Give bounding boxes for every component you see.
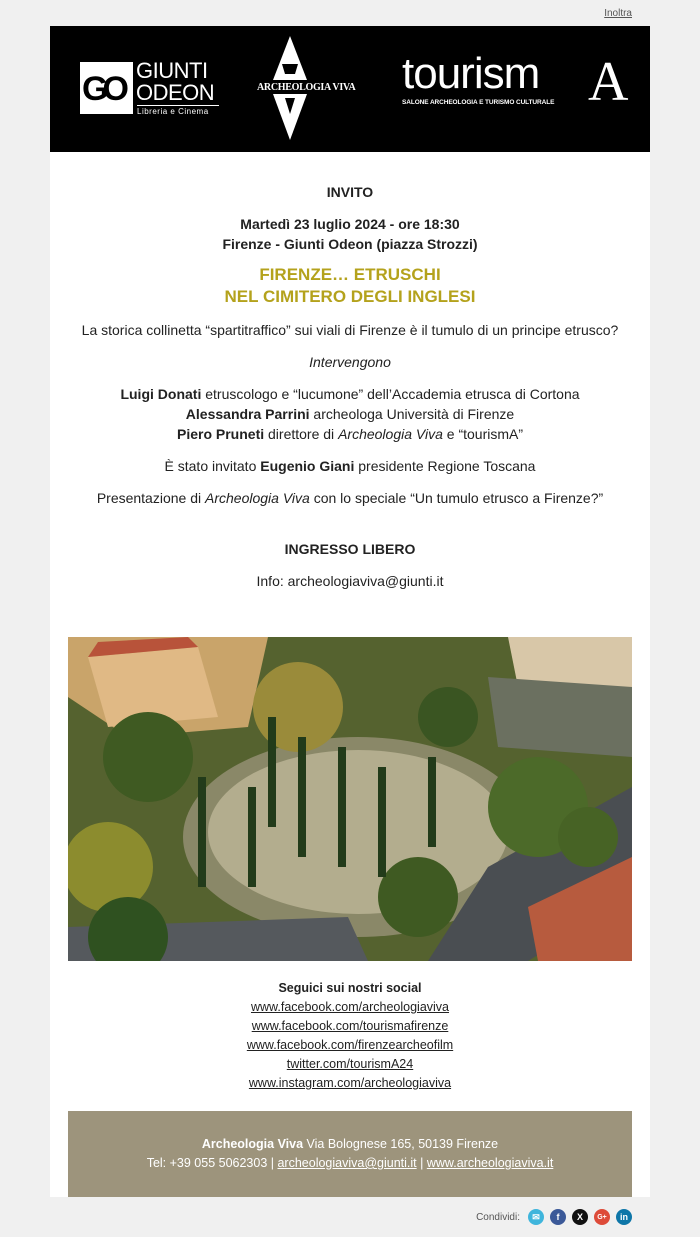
forward-link[interactable]: Inoltra — [604, 8, 632, 19]
top-bar — [0, 0, 700, 26]
share-x-icon[interactable]: X — [572, 1209, 588, 1225]
footer-address: Archeologia Viva Via Bolognese 165, 50139 Firenze — [201, 1137, 499, 1151]
facebook-tourismafirenze-link[interactable]: www.facebook.com/tourismafirenze — [251, 1019, 449, 1033]
invitation-body — [50, 182, 650, 591]
free-entry: INGRESSO LIBERO — [284, 541, 416, 557]
giunti-odeon-logo — [80, 58, 222, 116]
event-date: Martedì 23 luglio 2024 - ore 18:30 — [240, 216, 460, 232]
social-links — [50, 979, 650, 1093]
share-bar — [476, 1209, 632, 1225]
tourisma-logo: tourism A SALONE ARCHEOLOGIA E TURISMO CULTURALE — [402, 49, 629, 113]
share-linkedin-icon[interactable]: in — [616, 1209, 632, 1225]
share-google-plus-icon[interactable]: G+ — [594, 1209, 610, 1225]
twitter-tourisma24-link[interactable]: twitter.com/tourismA24 — [286, 1057, 414, 1071]
event-question: La storica collinetta “spartitraffico” sui viali di Firenze è il tumulo di un principe etrusco? — [81, 322, 619, 338]
speakers-label: Intervengono — [309, 354, 391, 370]
facebook-firenzearcheofilm-link[interactable]: www.facebook.com/firenzearcheofilm — [246, 1038, 454, 1052]
footer-website-link[interactable]: www.archeologiaviva.it — [426, 1156, 554, 1170]
instagram-archeologiaviva-link[interactable]: www.instagram.com/archeologiaviva — [248, 1076, 452, 1090]
speaker-3: Piero Pruneti direttore di Archeologia Viva e “tourismA” — [176, 426, 523, 442]
event-title-line2: NEL CIMITERO DEGLI INGLESI — [224, 287, 476, 306]
giunti-odeon-wordmark: GIUNTI ODEON — [136, 58, 215, 105]
cemetery-aerial-photo — [68, 637, 632, 961]
info-email: Info: archeologiaviva@giunti.it — [256, 573, 444, 589]
footer-contacts: Tel: +39 055 5062303 | archeologiaviva@giunti.it | www.archeologiaviva.it — [146, 1156, 554, 1170]
footer-email-link[interactable]: archeologiaviva@giunti.it — [277, 1156, 417, 1170]
event-place: Firenze - Giunti Odeon (piazza Strozzi) — [222, 236, 478, 252]
share-email-icon[interactable]: ✉ — [528, 1209, 544, 1225]
facebook-archeologiaviva-link[interactable]: www.facebook.com/archeologiaviva — [250, 1000, 450, 1014]
footer-contact — [68, 1111, 632, 1197]
event-title-line1: FIRENZE… ETRUSCHI — [259, 265, 441, 284]
share-facebook-icon[interactable]: f — [550, 1209, 566, 1225]
presentation: Presentazione di Archeologia Viva con lo speciale “Un tumulo etrusco a Firenze?” — [96, 490, 604, 506]
speaker-2: Alessandra Parrini archeologa Università di Firenze — [185, 406, 515, 422]
invited-guest: È stato invitato Eugenio Giani presidente Regione Toscana — [164, 458, 536, 474]
giunti-subtitle: Libreria e Cinema — [137, 105, 219, 116]
archeologia-viva-logo: ARCHEOLOGIA VIVA — [255, 36, 365, 142]
photo-image — [68, 637, 632, 961]
share-label: Condividi: — [476, 1211, 520, 1223]
email-container — [50, 26, 650, 1197]
speaker-1: Luigi Donati etruscologo e “lucumone” dell’Accademia etrusca di Cortona — [120, 386, 580, 402]
social-heading: Seguici sui nostri social — [278, 981, 422, 995]
invite-label: INVITO — [326, 184, 374, 200]
go-logo-icon: GO — [80, 62, 133, 114]
header-banner — [50, 26, 650, 152]
